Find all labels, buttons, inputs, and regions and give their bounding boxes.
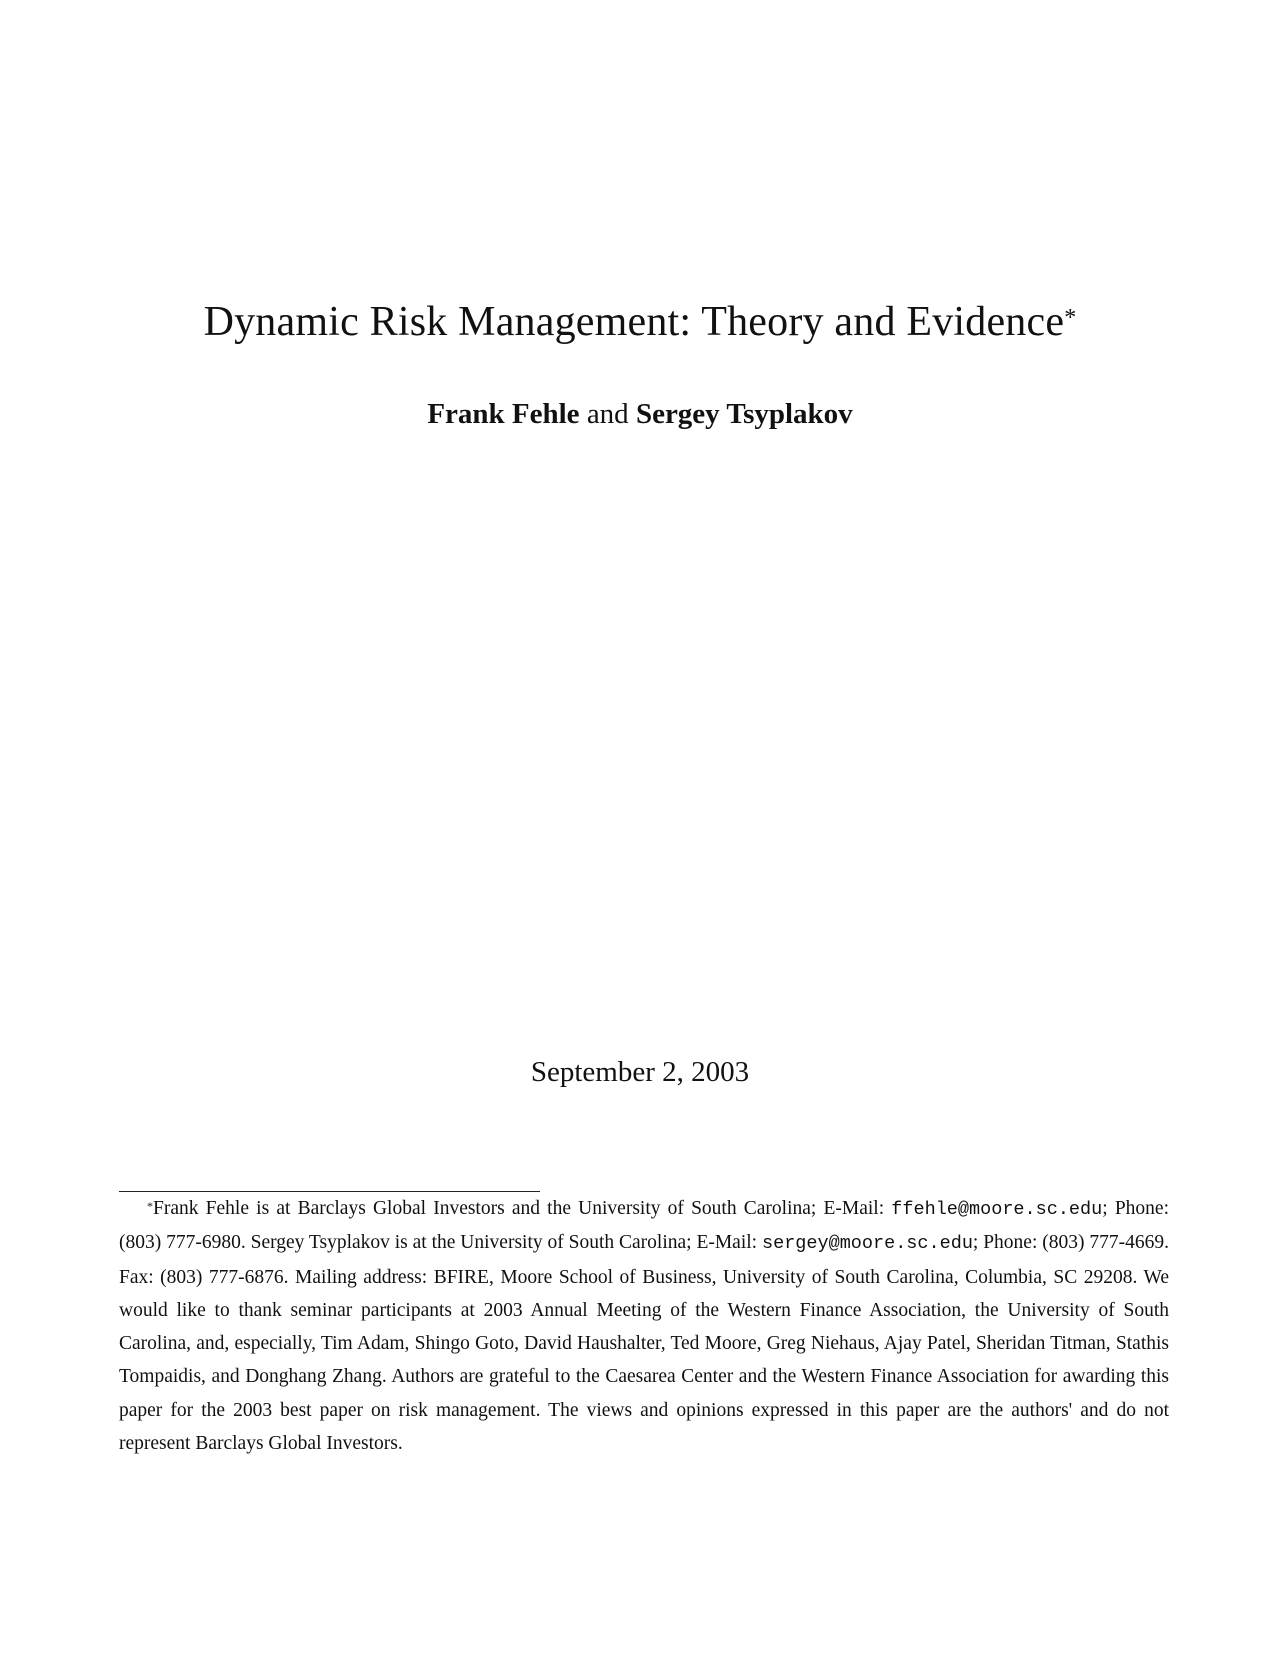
paper-title [0, 296, 1280, 348]
footnote-text-part2: ; Phone: (803) 777-6980. Sergey Tsyplakov is at the University of South Carolina; E-Mail: [119, 1198, 1169, 1254]
author-line [0, 396, 1280, 432]
paper-date: September 2, 2003 [530, 1056, 750, 1088]
author-conjunction: and [586, 398, 629, 430]
footnote-email-tsyplakov[interactable]: sergey@moore.sc.edu [761, 1233, 973, 1255]
title-footnote-marker: * [1064, 305, 1077, 331]
footnote-marker: * [147, 1199, 153, 1213]
title-footnote [119, 1192, 1169, 1460]
author-second: Sergey Tsyplakov [635, 398, 853, 430]
footnote-text-part1: Frank Fehle is at Barclays Global Investors and the University of South Carolina; E-Mail: [153, 1198, 892, 1219]
author-first: Frank Fehle [427, 398, 580, 430]
paper-title-text: Dynamic Risk Management: Theory and Evidence [203, 299, 1065, 345]
footnote-text-part3: ; Phone: (803) 777-4669. Fax: (803) 777-6876. Mailing address: BFIRE, Moore School of Business, University of South Carolina, Columbia, SC 29208. We would like to thank seminar participants at 2003 Annual Meeting of the Western Finance Association, the University of South Carolina, and, especially, Tim Adam, Shingo Goto, David Haushalter, Ted Moore, Greg Niehaus, Ajay Patel, Sheridan Titman, Stathis Tompaidis, and Donghang Zhang. Authors are grateful to the Caesarea Center and the Western Finance Association for awarding this paper for the 2003 best paper on risk management. The views and opinions expressed in this paper are the authors' and do not represent Barclays Global Investors. [119, 1232, 1169, 1455]
footnote-email-fehle[interactable]: ffehle@moore.sc.edu [891, 1199, 1103, 1220]
